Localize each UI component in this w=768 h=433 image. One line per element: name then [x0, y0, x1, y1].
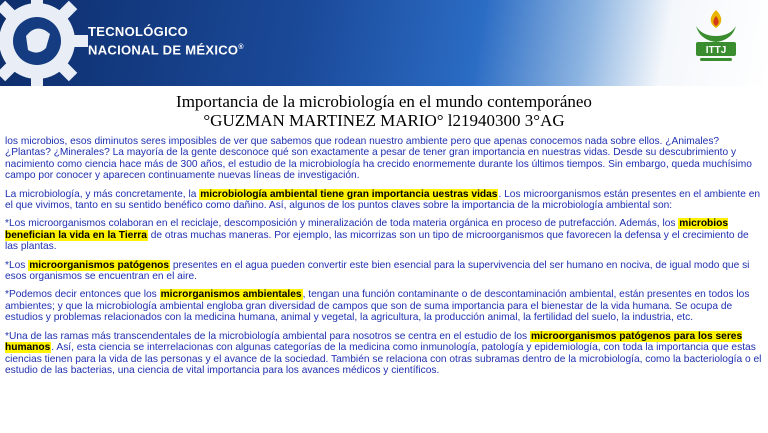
highlighted-phrase: microbios benefician la vida en la Tierra — [5, 218, 728, 241]
highlighted-phrase: microorganismos patógenos — [29, 259, 170, 271]
paragraph-text: *Los — [5, 259, 29, 271]
highlighted-phrase: microorganismos patógenos para los seres humanos — [5, 330, 743, 354]
highlighted-phrase: microrganismos ambientales — [160, 289, 302, 301]
paragraph-environmental — [5, 189, 762, 212]
tecnm-gear-logo-icon — [0, 0, 92, 86]
paragraph-pathogens-humans — [5, 331, 762, 377]
title-line-1: Importancia de la microbiología en el mundo contemporáneo — [176, 92, 592, 111]
ittj-campus-logo-icon — [688, 6, 744, 64]
paragraph-text: La microbiología, y más concretamente, la — [5, 188, 200, 200]
document-body — [5, 136, 762, 383]
document-title — [0, 92, 768, 130]
paragraph-pathogens-water — [5, 260, 762, 283]
paragraph-environmental-microorganisms — [5, 289, 762, 323]
institution-line-1: TECNOLÓGICO — [88, 24, 189, 39]
title-line-2: °GUZMAN MARTINEZ MARIO° l21940300 3°AG — [203, 111, 565, 130]
paragraph-text: . Así, esta ciencia se interrelacionas con algunas categorías de la medicina como inmunología, patología y epidemiología, con toda la importancia que estas ciencias tienen para la vida de las personas y el avance de la sociedad. También se relaciona con otras subramas dentro de la microbiología, como la bacteriología o el estudio de las bacterias, una ciencia de vital importancia para los avances médicos y científicos. — [5, 342, 762, 376]
logo-text: ITTJ — [705, 45, 727, 56]
paragraph-text: . Los microorganismos están presentes en el ambiente en el que vivimos, tanto en su sentido benéfico como dañino. Así, algunos de los puntos claves sobre la importancia de la microbiología ambiental son: — [5, 188, 761, 212]
highlighted-phrase: microbiología ambiental tiene gran importancia uestras vidas — [200, 188, 498, 200]
paragraph-text: de otras muchas maneras. Por ejemplo, las micorrizas son un tipo de microorganismos que favorecen la defensa y el crecimiento de las plantas. — [5, 229, 749, 253]
paragraph-text: *Una de las ramas más transcendentales de la microbiología ambiental para nosotros se centra en el estudio de los — [5, 330, 530, 342]
header-banner — [0, 0, 768, 86]
paragraph-text: *Podemos decir entonces que los — [5, 289, 160, 301]
paragraph-text: presentes en el agua pueden convertir este bien esencial para la supervivencia del ser humano en nociva, de igual modo que si esos organismos se encuentran en el aire. — [5, 259, 750, 283]
paragraph-intro: los microbios, esos diminutos seres imposibles de ver que sabemos que rodean nuestro ambiente pero que apenas conocemos nada sobre ellos. ¿Animales? ¿Plantas? ¿Minerales? La mayoría de la gente desconoce qué son exactamente a pesar de tener gran importancia en nuestras vidas. Desde su descubrimiento y nacimiento como ciencia hace más de 300 años, el estudio de la microbiología ha crecido enormemente durante los últimos tiempos. Sin embargo, queda muchísimo campo por conocer y aparecen continuamente nuevas líneas de investigación. — [5, 136, 752, 182]
institution-line-2: NACIONAL DE MÉXICO — [88, 42, 239, 58]
paragraph-recycling — [5, 218, 762, 252]
institution-name: TECNOLÓGICO NACIONAL DE MÉXICO® — [88, 24, 244, 58]
paragraph-text: , tengan una función contaminante o de descontaminación ambiental, están presentes en todos los ambientes; y que la microbiología ambiental engloba gran diversidad de campos que son de suma importancia para el bienestar de la vida humana. Se ocupa de estudios y problemas relacionados con la medicina humana, animal y vegetal, la agricultura, la producción animal, la fertilidad del suelo, la industria, etc. — [5, 289, 750, 324]
paragraph-text: *Los microorganismos colaboran en el reciclaje, descomposición y mineralización de toda materia orgánica en proceso de putrefacción. Además, los — [5, 218, 679, 230]
